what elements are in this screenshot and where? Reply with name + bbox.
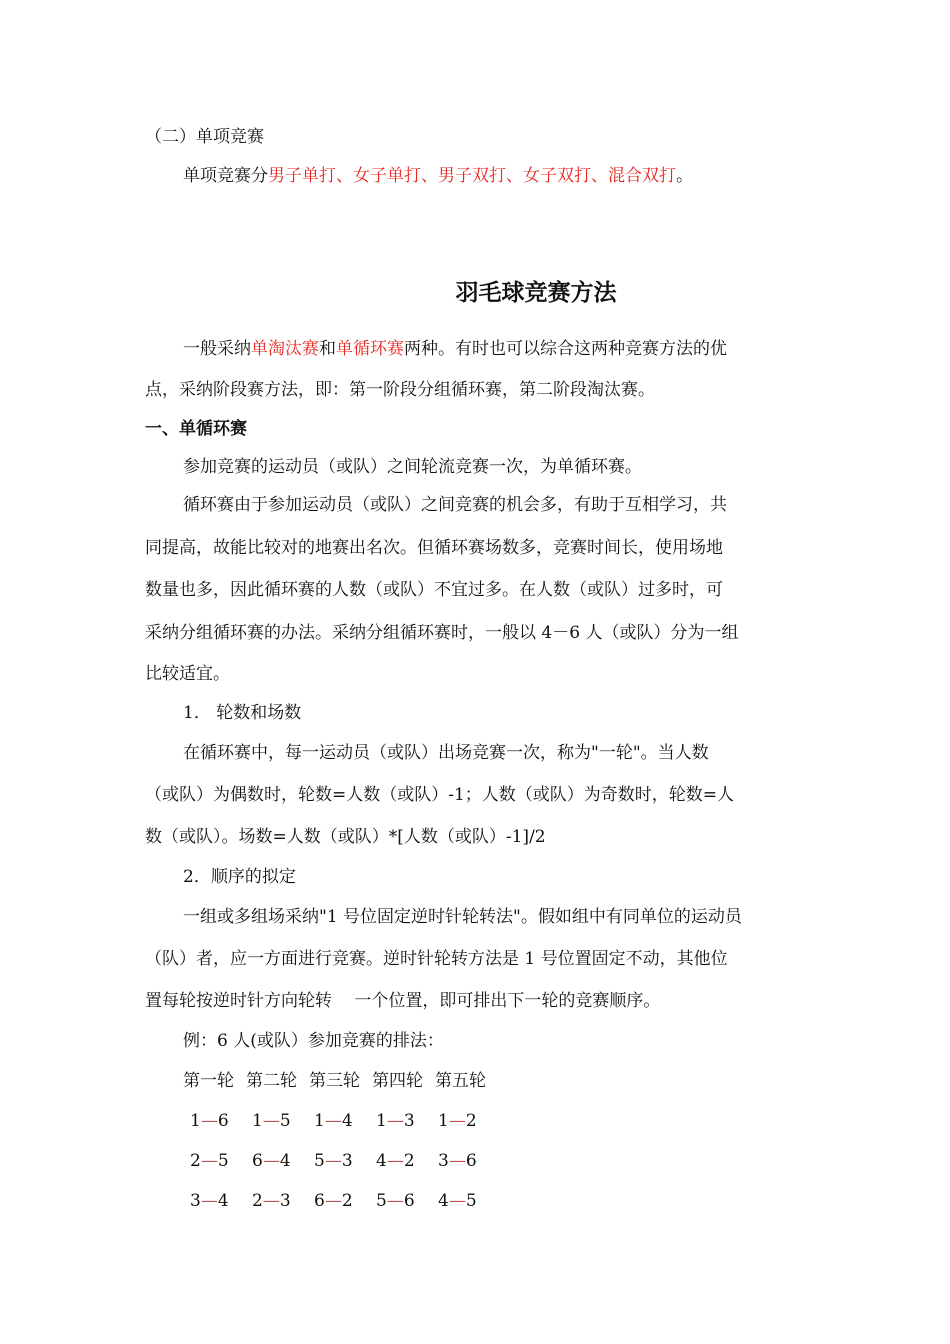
- pairing: 2—3: [252, 1191, 291, 1211]
- p5-line3: 置每轮按逆时针方向轮转 一个位置，即可排出下一轮的竞赛顺序。: [145, 991, 661, 1011]
- pairing: 1—6: [190, 1111, 229, 1131]
- pairing-row-2: [190, 1150, 500, 1172]
- p5-line2: （队）者，应一方面进行竞赛。逆时针轮转方法是 1 号位置固定不动，其他位: [145, 949, 728, 969]
- p4-line3: 数（或队）。场数=人数（或队）*[人数（或队）-1]/2: [145, 827, 546, 847]
- p1-text-c: 和: [319, 339, 336, 359]
- p3-line3: 数量也多，因此循环赛的人数（或队）不宜过多。在人数（或队）过多时，可: [145, 580, 723, 600]
- p4-line2: （或队）为偶数时，轮数=人数（或队）-1；人数（或队）为奇数时，轮数=人: [145, 785, 735, 805]
- p2-line: 参加竞赛的运动员（或队）之间轮流竞赛一次，为单循环赛。: [183, 457, 642, 477]
- pairing: 1—5: [252, 1111, 291, 1131]
- p3-line1: 循环赛由于参加运动员（或队）之间竞赛的机会多，有助于互相学习，共: [183, 495, 727, 515]
- pairing: 6—2: [314, 1191, 353, 1211]
- round-label: 第四轮: [372, 1071, 423, 1091]
- pairing: 1—4: [314, 1111, 353, 1131]
- pairing: 1—3: [376, 1111, 415, 1131]
- pairing: 3—4: [190, 1191, 229, 1211]
- p5-line1: 一组或多组场采纳"1 号位固定逆时针轮转法"。假如组中有同单位的运动员: [183, 907, 742, 927]
- round-label: 第三轮: [309, 1071, 360, 1091]
- pairing: 5—3: [314, 1151, 353, 1171]
- pairing: 4—5: [438, 1191, 477, 1211]
- p1-line2: 点，采纳阶段赛方法，即：第一阶段分组循环赛，第二阶段淘汰赛。: [145, 380, 655, 400]
- pairing: 4—2: [376, 1151, 415, 1171]
- p3-line2: 同提高，故能比较对的地赛出名次。但循环赛场数多，竞赛时间长，使用场地: [145, 538, 723, 558]
- pairing-row-1: [190, 1110, 500, 1132]
- p1-line1: [183, 338, 810, 360]
- example-line: 例：6 人(或队）参加竞赛的排法：: [183, 1031, 444, 1051]
- p1-text-a: 一般采纳: [183, 339, 251, 359]
- p4-line1: 在循环赛中，每一运动员（或队）出场竞赛一次，称为"一轮"。当人数: [183, 743, 709, 763]
- subheading-rounds-matches: 1． 轮数和场数: [183, 703, 302, 723]
- singles-intro-prefix: 单项竞赛分: [183, 166, 268, 186]
- section-heading-singles: （二）单项竞赛: [145, 127, 264, 147]
- round-label: 第五轮: [435, 1071, 486, 1091]
- page-title: 羽毛球竞赛方法: [455, 279, 617, 306]
- p3-line4: 采纳分组循环赛的办法。采纳分组循环赛时，一般以 4－6 人（或队）分为一组: [145, 623, 739, 643]
- singles-intro: [183, 165, 810, 187]
- section-heading-round-robin: 一、单循环赛: [145, 419, 247, 439]
- round-label: 第一轮: [183, 1071, 234, 1091]
- singles-intro-suffix: 。: [676, 166, 693, 186]
- pairing: 1—2: [438, 1111, 477, 1131]
- singles-events: 男子单打、女子单打、男子双打、女子双打、混合双打: [268, 166, 676, 186]
- subheading-order: 2．顺序的拟定: [183, 867, 296, 887]
- pairing: 5—6: [376, 1191, 415, 1211]
- round-robin-term: 单循环赛: [336, 339, 404, 359]
- rounds-header: [183, 1070, 810, 1092]
- single-elimination-term: 单淘汰赛: [251, 339, 319, 359]
- round-label: 第二轮: [246, 1071, 297, 1091]
- pairing: 2—5: [190, 1151, 229, 1171]
- p1-text-e: 两种。有时也可以综合这两种竞赛方法的优: [404, 339, 727, 359]
- pairing-row-3: [190, 1190, 500, 1212]
- pairing: 3—6: [438, 1151, 477, 1171]
- pairing: 6—4: [252, 1151, 291, 1171]
- p3-line5: 比较适宜。: [145, 664, 230, 684]
